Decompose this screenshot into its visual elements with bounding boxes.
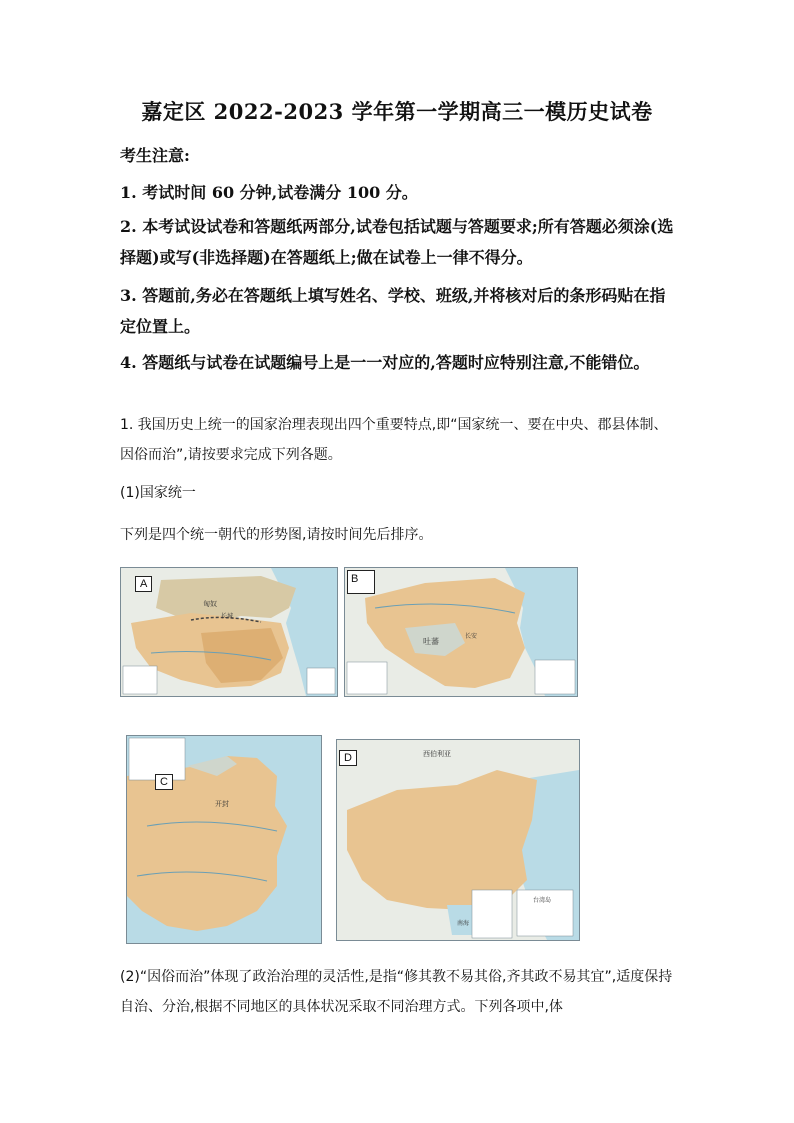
question-1-sub2: (2)“因俗而治”体现了政治治理的灵活性,是指“修其教不易其俗,齐其政不易其宜”,适度保持自治、分治,根据不同地区的具体状况采取不同治理方式。下列各项中,体 <box>120 969 673 1015</box>
notice-item-1: 1. 考试时间 60 分钟,试卷满分 100 分。 <box>120 183 418 202</box>
map-c-label-kaifeng: 开封 <box>215 801 229 808</box>
question-1-stem: 1. 我国历史上统一的国家治理表现出四个重要特点,即“国家统一、要在中央、郡县体制、因俗而治”,请按要求完成下列各题。 <box>120 417 668 463</box>
notice-item-2: 2. 本考试设试卷和答题纸两部分,试卷包括试题与答题要求;所有答题必须涂(选择题)或写(非选择题)在答题纸上;做在试卷上一律不得分。 <box>120 217 674 267</box>
notice-item-4: 4. 答题纸与试卷在试题编号上是一一对应的,答题时应特别注意,不能错位。 <box>120 353 650 372</box>
map-c-tag: C <box>155 774 173 790</box>
map-b-label-tubo: 吐蕃 <box>423 637 439 646</box>
map-d-label-siberia: 西伯利亚 <box>423 751 451 758</box>
map-d-label-taiwan: 台湾岛 <box>533 898 552 904</box>
map-a-label-xiongnu: 匈奴 <box>203 601 217 608</box>
map-a-tag: A <box>135 576 152 592</box>
map-b-label-changan: 长安 <box>465 634 478 640</box>
map-a-label-great-wall: 长城 <box>221 614 234 620</box>
notice-heading: 考生注意: <box>120 146 190 165</box>
question-1-sub1-label: (1)国家统一 <box>120 485 196 501</box>
notice-item-3: 3. 答题前,务必在答题纸上填写姓名、学校、班级,并将核对后的条形码贴在指定位置上。 <box>120 286 666 336</box>
dynasty-maps-figure <box>120 567 580 942</box>
map-d <box>336 739 580 941</box>
map-c <box>126 735 322 944</box>
map-d-tag: D <box>339 750 357 766</box>
map-a <box>120 567 338 697</box>
map-d-label-south-sea: 南海 <box>457 921 470 927</box>
page-title: 嘉定区 2022-2023 学年第一学期高三一模历史试卷 <box>141 99 653 124</box>
map-b-tag: B <box>347 570 375 594</box>
question-1-sub1-description: 下列是四个统一朝代的形势图,请按时间先后排序。 <box>120 527 433 543</box>
map-b <box>344 567 578 697</box>
